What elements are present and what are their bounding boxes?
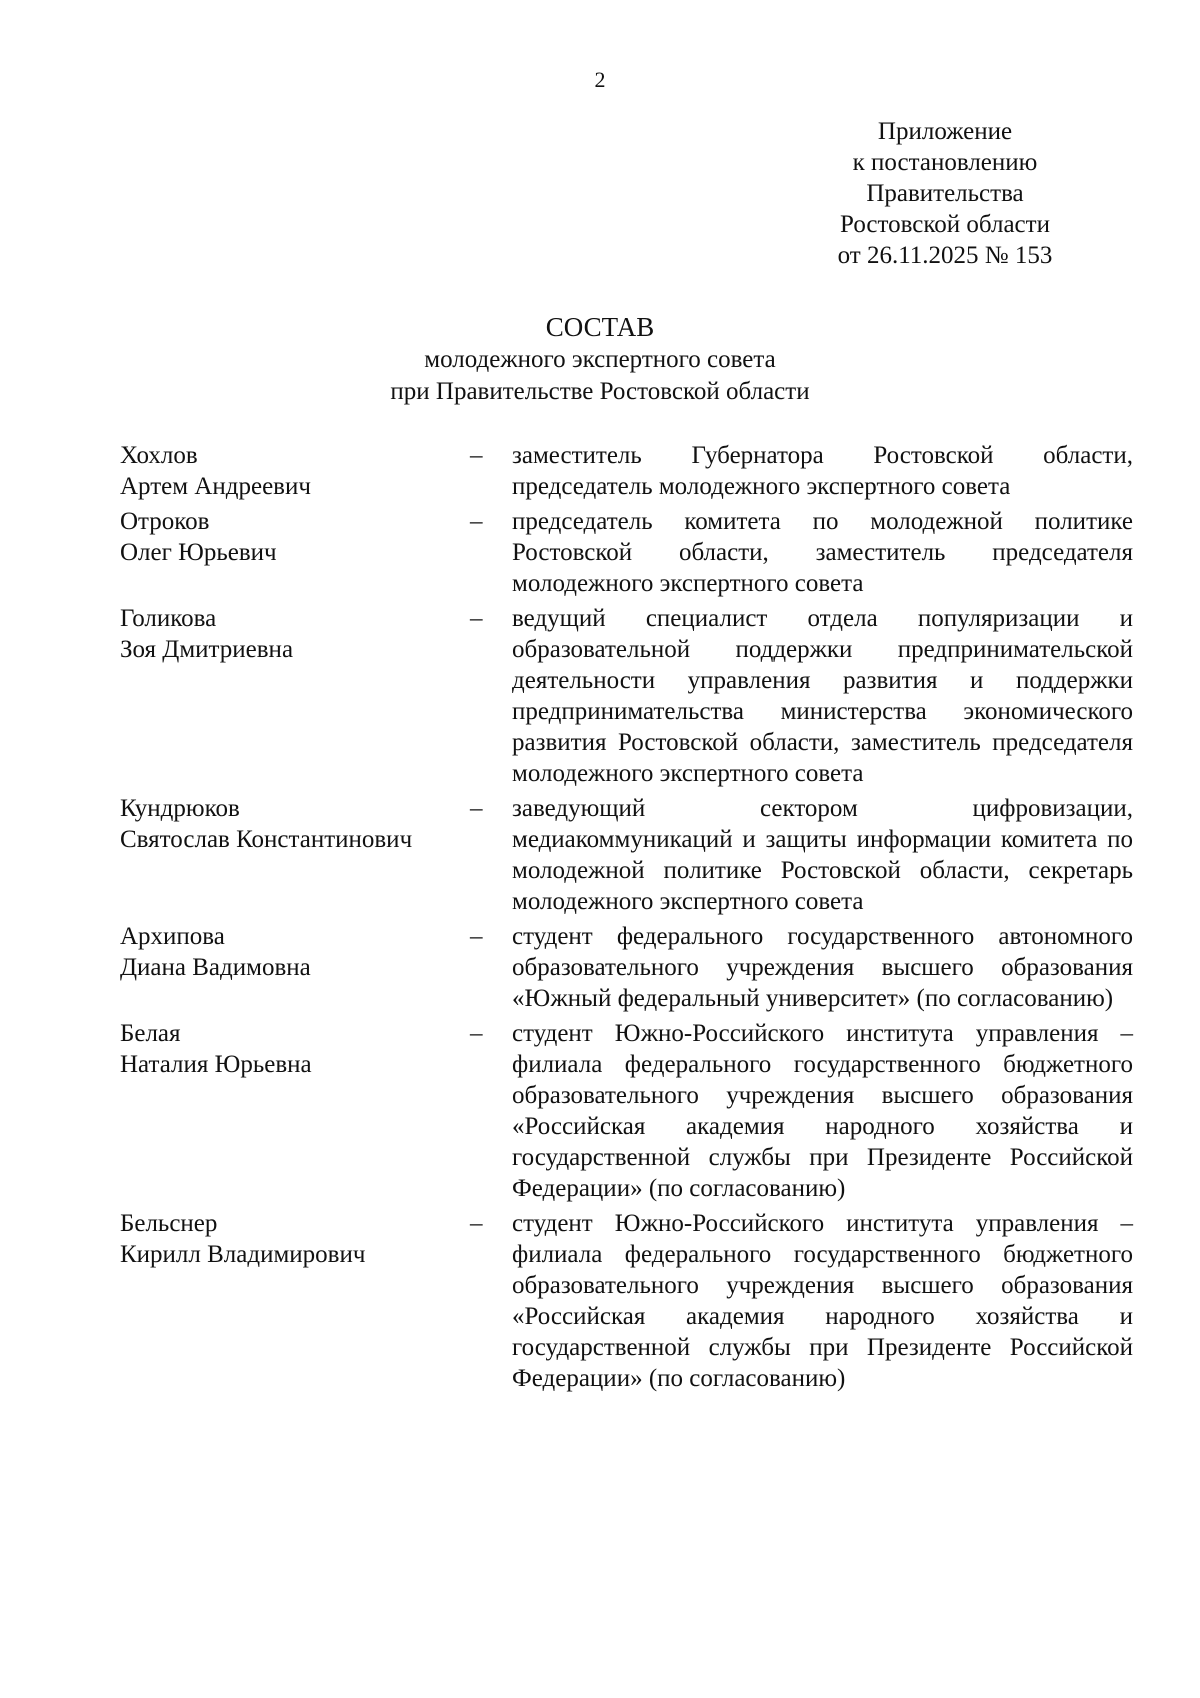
- member-dash: –: [470, 508, 483, 535]
- member-given-names: Святослав Константинович: [120, 826, 413, 853]
- member-given-names: Зоя Дмитриевна: [120, 636, 294, 663]
- member-name: [120, 793, 470, 855]
- member-row: [120, 1018, 1140, 1204]
- member-name: [120, 440, 470, 502]
- appendix-line: к постановлению: [852, 149, 1038, 176]
- appendix-line: Правительства: [866, 180, 1024, 207]
- page-number: 2: [594, 67, 606, 92]
- member-name: [120, 1018, 470, 1080]
- member-surname: Хохлов: [120, 442, 198, 469]
- member-position: ведущий специалист отдела популяризации и образовательной поддержки предпринимательской деятельности управления развития и поддержки предпринимательства министерства экономического развития Ростовской области, заместитель председателя молодежного экспертного совета: [512, 605, 1133, 787]
- member-dash: –: [470, 923, 483, 950]
- appendix-line: Ростовской области: [840, 211, 1050, 238]
- member-row: [120, 506, 1140, 599]
- member-given-names: Диана Вадимовна: [120, 954, 311, 981]
- member-surname: Архипова: [120, 923, 225, 950]
- member-surname: Бельснер: [120, 1210, 218, 1237]
- member-row: [120, 1208, 1140, 1394]
- member-name: [120, 506, 470, 568]
- member-given-names: Олег Юрьевич: [120, 539, 277, 566]
- member-position: заведующий сектором цифровизации, медиакоммуникаций и защиты информации комитета по молодежной политике Ростовской области, секретарь молодежного экспертного совета: [512, 795, 1133, 915]
- member-dash: –: [470, 605, 483, 632]
- member-dash: –: [470, 1020, 483, 1047]
- member-row: [120, 793, 1140, 917]
- member-row: [120, 440, 1140, 502]
- member-position: студент федерального государственного автономного образовательного учреждения высшего образования «Южный федеральный университет» (по согласованию): [512, 923, 1133, 1012]
- appendix-line: Приложение: [877, 118, 1013, 145]
- appendix-line: от 26.11.2025 № 153: [837, 242, 1053, 269]
- member-dash: –: [470, 795, 483, 822]
- appendix-header: [830, 116, 1060, 271]
- member-given-names: Артем Андреевич: [120, 473, 311, 500]
- member-position: студент Южно-Российского института управления – филиала федерального государственного бюджетного образовательного учреждения высшего образования «Российская академия народного хозяйства и государственной службы при Президенте Российской Федерации» (по согласованию): [512, 1210, 1133, 1392]
- member-dash: –: [470, 442, 483, 469]
- member-surname: Отроков: [120, 508, 210, 535]
- member-row: [120, 921, 1140, 1014]
- document-subtitle: молодежного экспертного совета: [424, 346, 776, 373]
- member-position: заместитель Губернатора Ростовской области, председатель молодежного экспертного совета: [512, 442, 1133, 500]
- member-surname: Белая: [120, 1020, 181, 1047]
- member-surname: Кундрюков: [120, 795, 240, 822]
- member-dash: –: [470, 1210, 483, 1237]
- document-title: СОСТАВ: [545, 312, 655, 342]
- members-list: [120, 440, 1140, 1398]
- member-name: [120, 921, 470, 983]
- member-name: [120, 603, 470, 665]
- member-surname: Голикова: [120, 605, 217, 632]
- member-row: [120, 603, 1140, 789]
- document-heading: [0, 310, 1200, 408]
- member-name: [120, 1208, 470, 1270]
- member-given-names: Кирилл Владимирович: [120, 1241, 366, 1268]
- member-position: студент Южно-Российского института управления – филиала федерального государственного бюджетного образовательного учреждения высшего образования «Российская академия народного хозяйства и государственной службы при Президенте Российской Федерации» (по согласованию): [512, 1020, 1133, 1202]
- document-subtitle: при Правительстве Ростовской области: [390, 378, 810, 405]
- member-position: председатель комитета по молодежной политике Ростовской области, заместитель председателя молодежного экспертного совета: [512, 508, 1133, 597]
- member-given-names: Наталия Юрьевна: [120, 1051, 312, 1078]
